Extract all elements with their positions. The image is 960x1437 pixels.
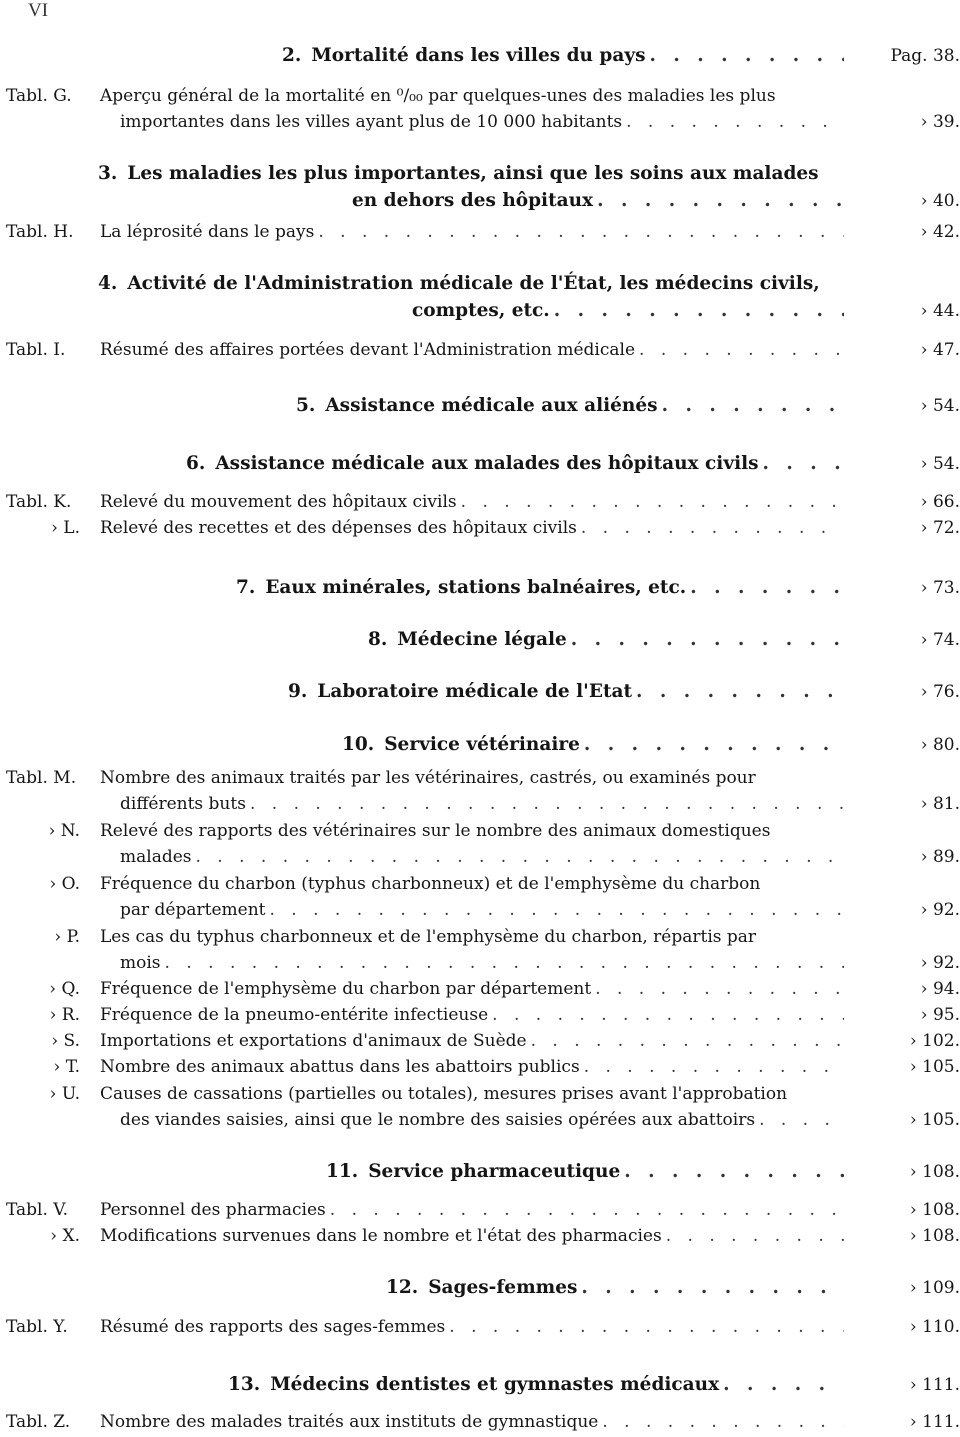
table-title-line: Nombre des animaux traités par les vétérinaires, castrés, ou examinés pour — [100, 768, 756, 788]
page-number: 54. — [932, 396, 960, 416]
page-number: 54. — [932, 454, 960, 474]
page-number: 95. — [932, 1005, 960, 1025]
toc-table-i — [0, 336, 960, 364]
page-prefix: › — [909, 1110, 917, 1130]
leader-dots — [597, 187, 844, 215]
table-label: › T. — [53, 1057, 80, 1077]
leader-dots — [639, 336, 844, 364]
section-number: 3. — [98, 163, 118, 184]
table-title-line: par département — [120, 900, 266, 920]
page-number: 111. — [922, 1412, 960, 1432]
table-title-line: Aperçu général de la mortalité en ⁰/₀₀ par quelques-unes des maladies les plus — [100, 86, 776, 106]
table-title-line: Modifications survenues dans le nombre et l'état des pharmacies — [100, 1226, 662, 1246]
table-label: Tabl. Y. — [6, 1317, 68, 1337]
leader-dots — [626, 108, 844, 136]
table-title-line: Résumé des affaires portées devant l'Administration médicale — [100, 340, 636, 360]
toc-table-u — [0, 1080, 960, 1108]
page-prefix: › — [920, 454, 928, 474]
table-title-line: Relevé des rapports des vétérinaires sur le nombre des animaux domestiques — [100, 821, 771, 841]
section-number: 2. — [282, 45, 302, 66]
page-prefix: › — [920, 979, 928, 999]
toc-table-l — [0, 514, 960, 542]
section-number: 11. — [326, 1161, 359, 1182]
section-number: 12. — [386, 1277, 419, 1298]
page-prefix: › — [920, 630, 928, 650]
page-prefix: › — [920, 222, 928, 242]
toc-table-p-cont — [0, 949, 960, 977]
page-prefix: Pag. — [890, 46, 928, 66]
section-number: 13. — [228, 1374, 261, 1395]
toc-section-10 — [0, 731, 960, 759]
leader-dots — [666, 1222, 844, 1250]
page-number: 38. — [932, 46, 960, 66]
section-number: 8. — [368, 629, 388, 650]
page-prefix: › — [909, 1226, 917, 1246]
page-number: 92. — [932, 900, 960, 920]
leader-dots — [449, 1313, 844, 1341]
toc-section-13 — [0, 1371, 960, 1399]
page-prefix: › — [909, 1200, 917, 1220]
leader-dots — [624, 1158, 844, 1186]
toc-table-v — [0, 1196, 960, 1224]
section-title: Médecins dentistes et gymnastes médicaux — [270, 1374, 720, 1395]
page-number: 80. — [932, 735, 960, 755]
table-title-line: Les cas du typhus charbonneux et de l'emphysème du charbon, répartis par — [100, 927, 757, 947]
page-number: 40. — [932, 191, 960, 211]
toc-table-q — [0, 975, 960, 1003]
leader-dots — [318, 218, 844, 246]
section-number: 10. — [342, 734, 375, 755]
table-label: › R. — [49, 1005, 80, 1025]
page-number: 44. — [932, 301, 960, 321]
page-prefix: › — [920, 682, 928, 702]
page-number: 39. — [932, 112, 960, 132]
table-label: › U. — [49, 1084, 80, 1104]
leader-dots — [763, 450, 844, 478]
section-title: Assistance médicale aux malades des hôpitaux civils — [215, 453, 759, 474]
leader-dots — [196, 843, 845, 871]
section-title-line: Activité de l'Administration médicale de l'État, les médecins civils, — [127, 273, 820, 294]
table-label: › S. — [51, 1031, 80, 1051]
leader-dots — [571, 626, 844, 654]
table-title-line: différents buts — [120, 794, 246, 814]
page-number: 73. — [932, 578, 960, 598]
toc-table-m — [0, 764, 960, 792]
page-prefix: › — [909, 1057, 917, 1077]
leader-dots — [650, 42, 845, 70]
section-number: 7. — [236, 577, 256, 598]
page-prefix: › — [920, 492, 928, 512]
section-title: Assistance médicale aux aliénés — [325, 395, 658, 416]
page-number: 92. — [932, 953, 960, 973]
page-number: 74. — [932, 630, 960, 650]
leader-dots — [690, 574, 844, 602]
table-label: › L. — [51, 518, 80, 538]
page-number: 47. — [932, 340, 960, 360]
toc-section-11 — [0, 1158, 960, 1186]
page-prefix: › — [920, 794, 928, 814]
table-title-line: importantes dans les villes ayant plus de 10 000 habitants — [120, 112, 623, 132]
toc-section-5 — [0, 392, 960, 420]
toc-table-h — [0, 218, 960, 246]
toc-table-k — [0, 488, 960, 516]
page-number: 109. — [922, 1278, 960, 1298]
page-folio: VI — [28, 0, 49, 21]
table-label: Tabl. K. — [6, 492, 72, 512]
section-number: 6. — [186, 453, 206, 474]
page-number: 72. — [932, 518, 960, 538]
leader-dots — [330, 1196, 844, 1224]
leader-dots — [581, 1274, 844, 1302]
leader-dots — [531, 1027, 844, 1055]
toc-table-t — [0, 1053, 960, 1081]
leader-dots — [554, 297, 844, 325]
page-prefix: › — [920, 191, 928, 211]
section-title: Mortalité dans les villes du pays — [311, 45, 646, 66]
leader-dots — [636, 678, 844, 706]
table-label: Tabl. G. — [6, 86, 72, 106]
table-title-line: des viandes saisies, ainsi que le nombre des saisies opérées aux abattoirs — [120, 1110, 756, 1130]
toc-table-m-cont — [0, 790, 960, 818]
table-label: Tabl. Z. — [6, 1412, 71, 1432]
table-label: Tabl. M. — [6, 768, 77, 788]
leader-dots — [584, 1053, 844, 1081]
page-number: 66. — [932, 492, 960, 512]
leader-dots — [492, 1001, 844, 1029]
page-number: 111. — [922, 1375, 960, 1395]
table-title-line: Personnel des pharmacies — [100, 1200, 326, 1220]
toc-section-3 — [0, 160, 960, 188]
page-prefix: › — [909, 1412, 917, 1432]
page-number: 102. — [922, 1031, 960, 1051]
toc-table-n — [0, 817, 960, 845]
toc-section-4-cont — [0, 297, 960, 325]
table-label: Tabl. V. — [6, 1200, 68, 1220]
toc-section-6 — [0, 450, 960, 478]
table-title-line: Fréquence de la pneumo-entérite infectieuse — [100, 1005, 489, 1025]
page-prefix: › — [920, 518, 928, 538]
leader-dots — [584, 731, 844, 759]
leader-dots — [723, 1371, 844, 1399]
section-number: 5. — [296, 395, 316, 416]
section-title: Médecine légale — [397, 629, 567, 650]
page-number: 81. — [932, 794, 960, 814]
leader-dots — [165, 949, 844, 977]
table-title-line: mois — [120, 953, 161, 973]
toc-table-r — [0, 1001, 960, 1029]
table-title-line: Fréquence du charbon (typhus charbonneux) et de l'emphysème du charbon — [100, 874, 761, 894]
toc-section-3-cont — [0, 187, 960, 215]
page-number: 108. — [922, 1162, 960, 1182]
table-title-line: malades — [120, 847, 192, 867]
toc-table-p — [0, 923, 960, 951]
table-title-line: Nombre des malades traités aux instituts de gymnastique — [100, 1412, 599, 1432]
page-number: 105. — [922, 1057, 960, 1077]
leader-dots — [759, 1106, 844, 1134]
page-prefix: › — [920, 900, 928, 920]
page-prefix: › — [909, 1317, 917, 1337]
toc-section-2 — [0, 42, 960, 70]
toc-section-9 — [0, 678, 960, 706]
table-title-line: Relevé du mouvement des hôpitaux civils — [100, 492, 457, 512]
table-title-line: Résumé des rapports des sages-femmes — [100, 1317, 446, 1337]
page-prefix: › — [909, 1278, 917, 1298]
page-prefix: › — [909, 1031, 917, 1051]
page-number: 89. — [932, 847, 960, 867]
page-prefix: › — [920, 735, 928, 755]
toc-table-s — [0, 1027, 960, 1055]
leader-dots — [461, 488, 844, 516]
page-number: 105. — [922, 1110, 960, 1130]
toc-section-12 — [0, 1274, 960, 1302]
section-title-line: comptes, etc. — [412, 300, 550, 321]
section-number: 4. — [98, 273, 118, 294]
toc-table-y — [0, 1313, 960, 1341]
toc-table-x — [0, 1222, 960, 1250]
leader-dots — [270, 896, 845, 924]
toc-table-n-cont — [0, 843, 960, 871]
section-title: Sages-femmes — [428, 1277, 578, 1298]
toc-section-4 — [0, 270, 960, 298]
table-label: › P. — [54, 927, 80, 947]
section-title-line: en dehors des hôpitaux — [352, 190, 594, 211]
table-title-line: Importations et exportations d'animaux de Suède — [100, 1031, 527, 1051]
toc-table-o-cont — [0, 896, 960, 924]
page-prefix: › — [920, 396, 928, 416]
page-prefix: › — [920, 578, 928, 598]
page-number: 108. — [922, 1200, 960, 1220]
table-label: › O. — [49, 874, 80, 894]
toc-table-g-cont — [0, 108, 960, 136]
toc-table-o — [0, 870, 960, 898]
page-prefix: › — [920, 953, 928, 973]
leader-dots — [602, 1408, 844, 1436]
section-title: Service pharmaceutique — [368, 1161, 621, 1182]
section-number: 9. — [288, 681, 308, 702]
page-number: 42. — [932, 222, 960, 242]
leader-dots — [595, 975, 844, 1003]
table-title-line: Relevé des recettes et des dépenses des hôpitaux civils — [100, 518, 577, 538]
section-title: Service vétérinaire — [384, 734, 580, 755]
table-title-line: Fréquence de l'emphysème du charbon par département — [100, 979, 592, 999]
section-title: Eaux minérales, stations balnéaires, etc. — [265, 577, 687, 598]
page-prefix: › — [909, 1162, 917, 1182]
table-title-line: Nombre des animaux abattus dans les abattoirs publics — [100, 1057, 580, 1077]
table-label: › N. — [48, 821, 80, 841]
table-label: › X. — [50, 1226, 80, 1246]
table-label: › Q. — [49, 979, 80, 999]
leader-dots — [250, 790, 844, 818]
toc-section-8 — [0, 626, 960, 654]
page-number: 76. — [932, 682, 960, 702]
table-title-line: Causes de cassations (partielles ou totales), mesures prises avant l'approbation — [100, 1084, 788, 1104]
section-title-line: Les maladies les plus importantes, ainsi que les soins aux malades — [127, 163, 819, 184]
page-number: 110. — [922, 1317, 960, 1337]
page-prefix: › — [920, 301, 928, 321]
page-prefix: › — [920, 340, 928, 360]
page-number: 94. — [932, 979, 960, 999]
table-label: Tabl. H. — [6, 222, 74, 242]
table-title-line: La léprosité dans le pays — [100, 222, 315, 242]
page-prefix: › — [920, 847, 928, 867]
page-prefix: › — [920, 112, 928, 132]
leader-dots — [581, 514, 844, 542]
toc-table-g — [0, 82, 960, 110]
toc-table-z — [0, 1408, 960, 1436]
page-number: 108. — [922, 1226, 960, 1246]
toc-section-7 — [0, 574, 960, 602]
leader-dots — [662, 392, 844, 420]
table-label: Tabl. I. — [6, 340, 66, 360]
toc-table-u-cont — [0, 1106, 960, 1134]
page-prefix: › — [909, 1375, 917, 1395]
page-prefix: › — [920, 1005, 928, 1025]
section-title: Laboratoire médicale de l'Etat — [317, 681, 633, 702]
